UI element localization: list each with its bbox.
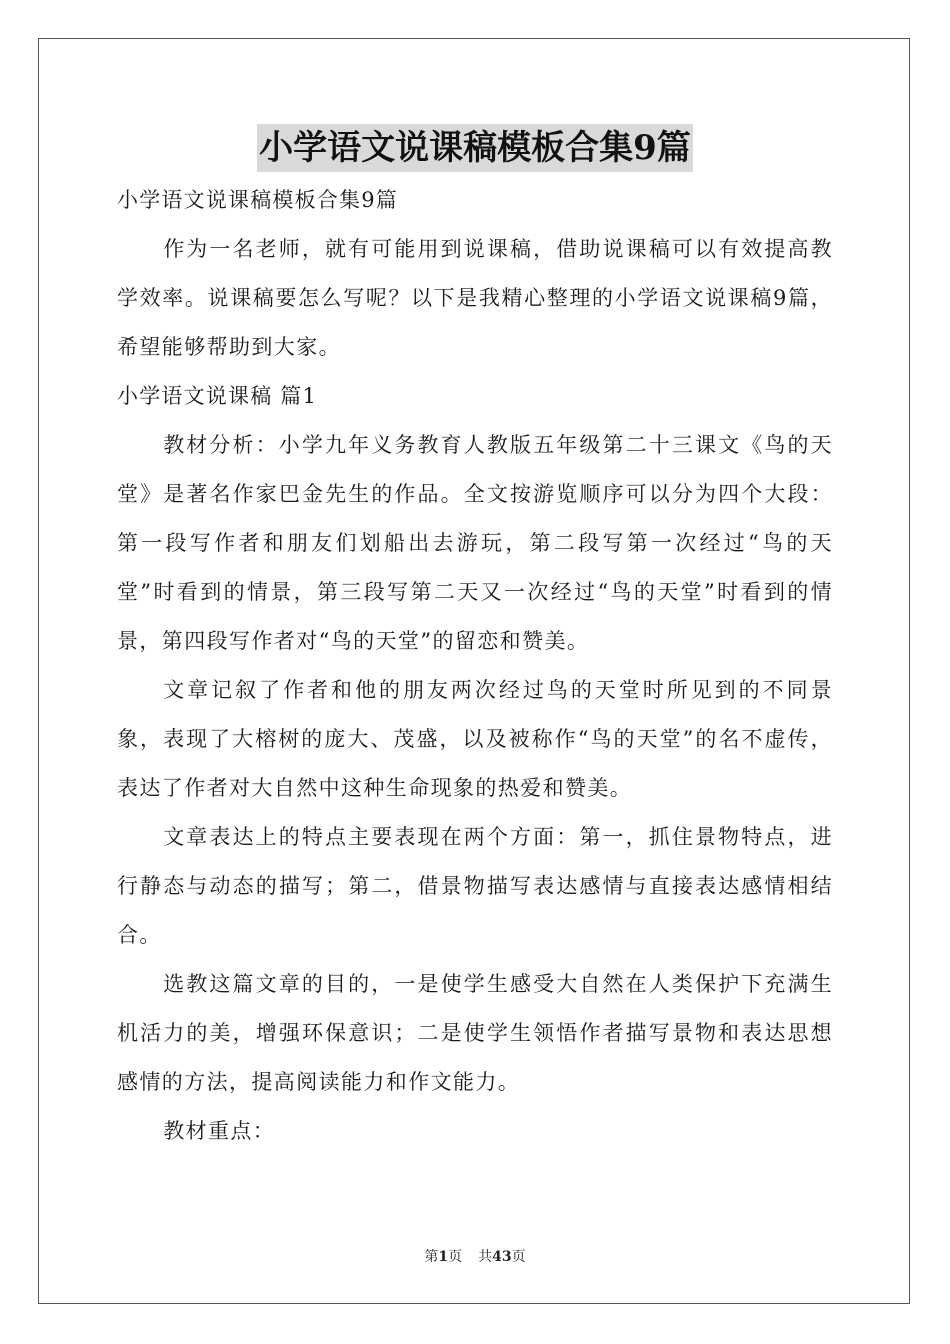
body-paragraph: 文章记叙了作者和他的朋友两次经过鸟的天堂时所见到的不同景象，表现了大榕树的庞大、茂盛，以及被称作“鸟的天堂”的名不虚传，表达了作者对大自然中这种生命现象的热爱和赞美。	[117, 678, 833, 800]
page-current: 1	[438, 1249, 449, 1265]
document-body	[117, 176, 833, 1156]
page-prefix: 第	[424, 1249, 439, 1265]
body-paragraph: 选教这篇文章的目的，一是使学生感受大自然在人类保护下充满生机活力的美，增强环保意识；二是使学生领悟作者描写景物和表达思想感情的方法，提高阅读能力和作文能力。	[117, 972, 833, 1094]
total-prefix: 共	[478, 1249, 493, 1265]
page-mid: 页	[448, 1249, 463, 1265]
title-container	[0, 124, 950, 172]
body-paragraph: 教材分析：小学九年义务教育人教版五年级第二十三课文《鸟的天堂》是著名作家巴金先生的作品。全文按游览顺序可以分为四个大段：第一段写作者和朋友们划船出去游玩，第二段写第一次经过“鸟的天堂”时看到的情景，第三段写第二天又一次经过“鸟的天堂”时看到的情景，第四段写作者对“鸟的天堂”的留恋和赞美。	[117, 433, 833, 653]
document-subtitle: 小学语文说课稿模板合集9篇	[117, 188, 398, 212]
page-total: 43	[492, 1249, 512, 1265]
section-heading: 小学语文说课稿 篇1	[117, 384, 318, 408]
document-title: 小学语文说课稿模板合集9篇	[257, 124, 693, 172]
intro-paragraph: 作为一名老师，就有可能用到说课稿，借助说课稿可以有效提高教学效率。说课稿要怎么写呢？以下是我精心整理的小学语文说课稿9篇，希望能够帮助到大家。	[117, 237, 833, 359]
body-paragraph: 教材重点：	[163, 1119, 276, 1143]
total-suffix: 页	[511, 1249, 526, 1265]
page-footer	[0, 1246, 950, 1266]
body-paragraph: 文章表达上的特点主要表现在两个方面：第一，抓住景物特点，进行静态与动态的描写；第二，借景物描写表达感情与直接表达感情相结合。	[117, 825, 833, 947]
